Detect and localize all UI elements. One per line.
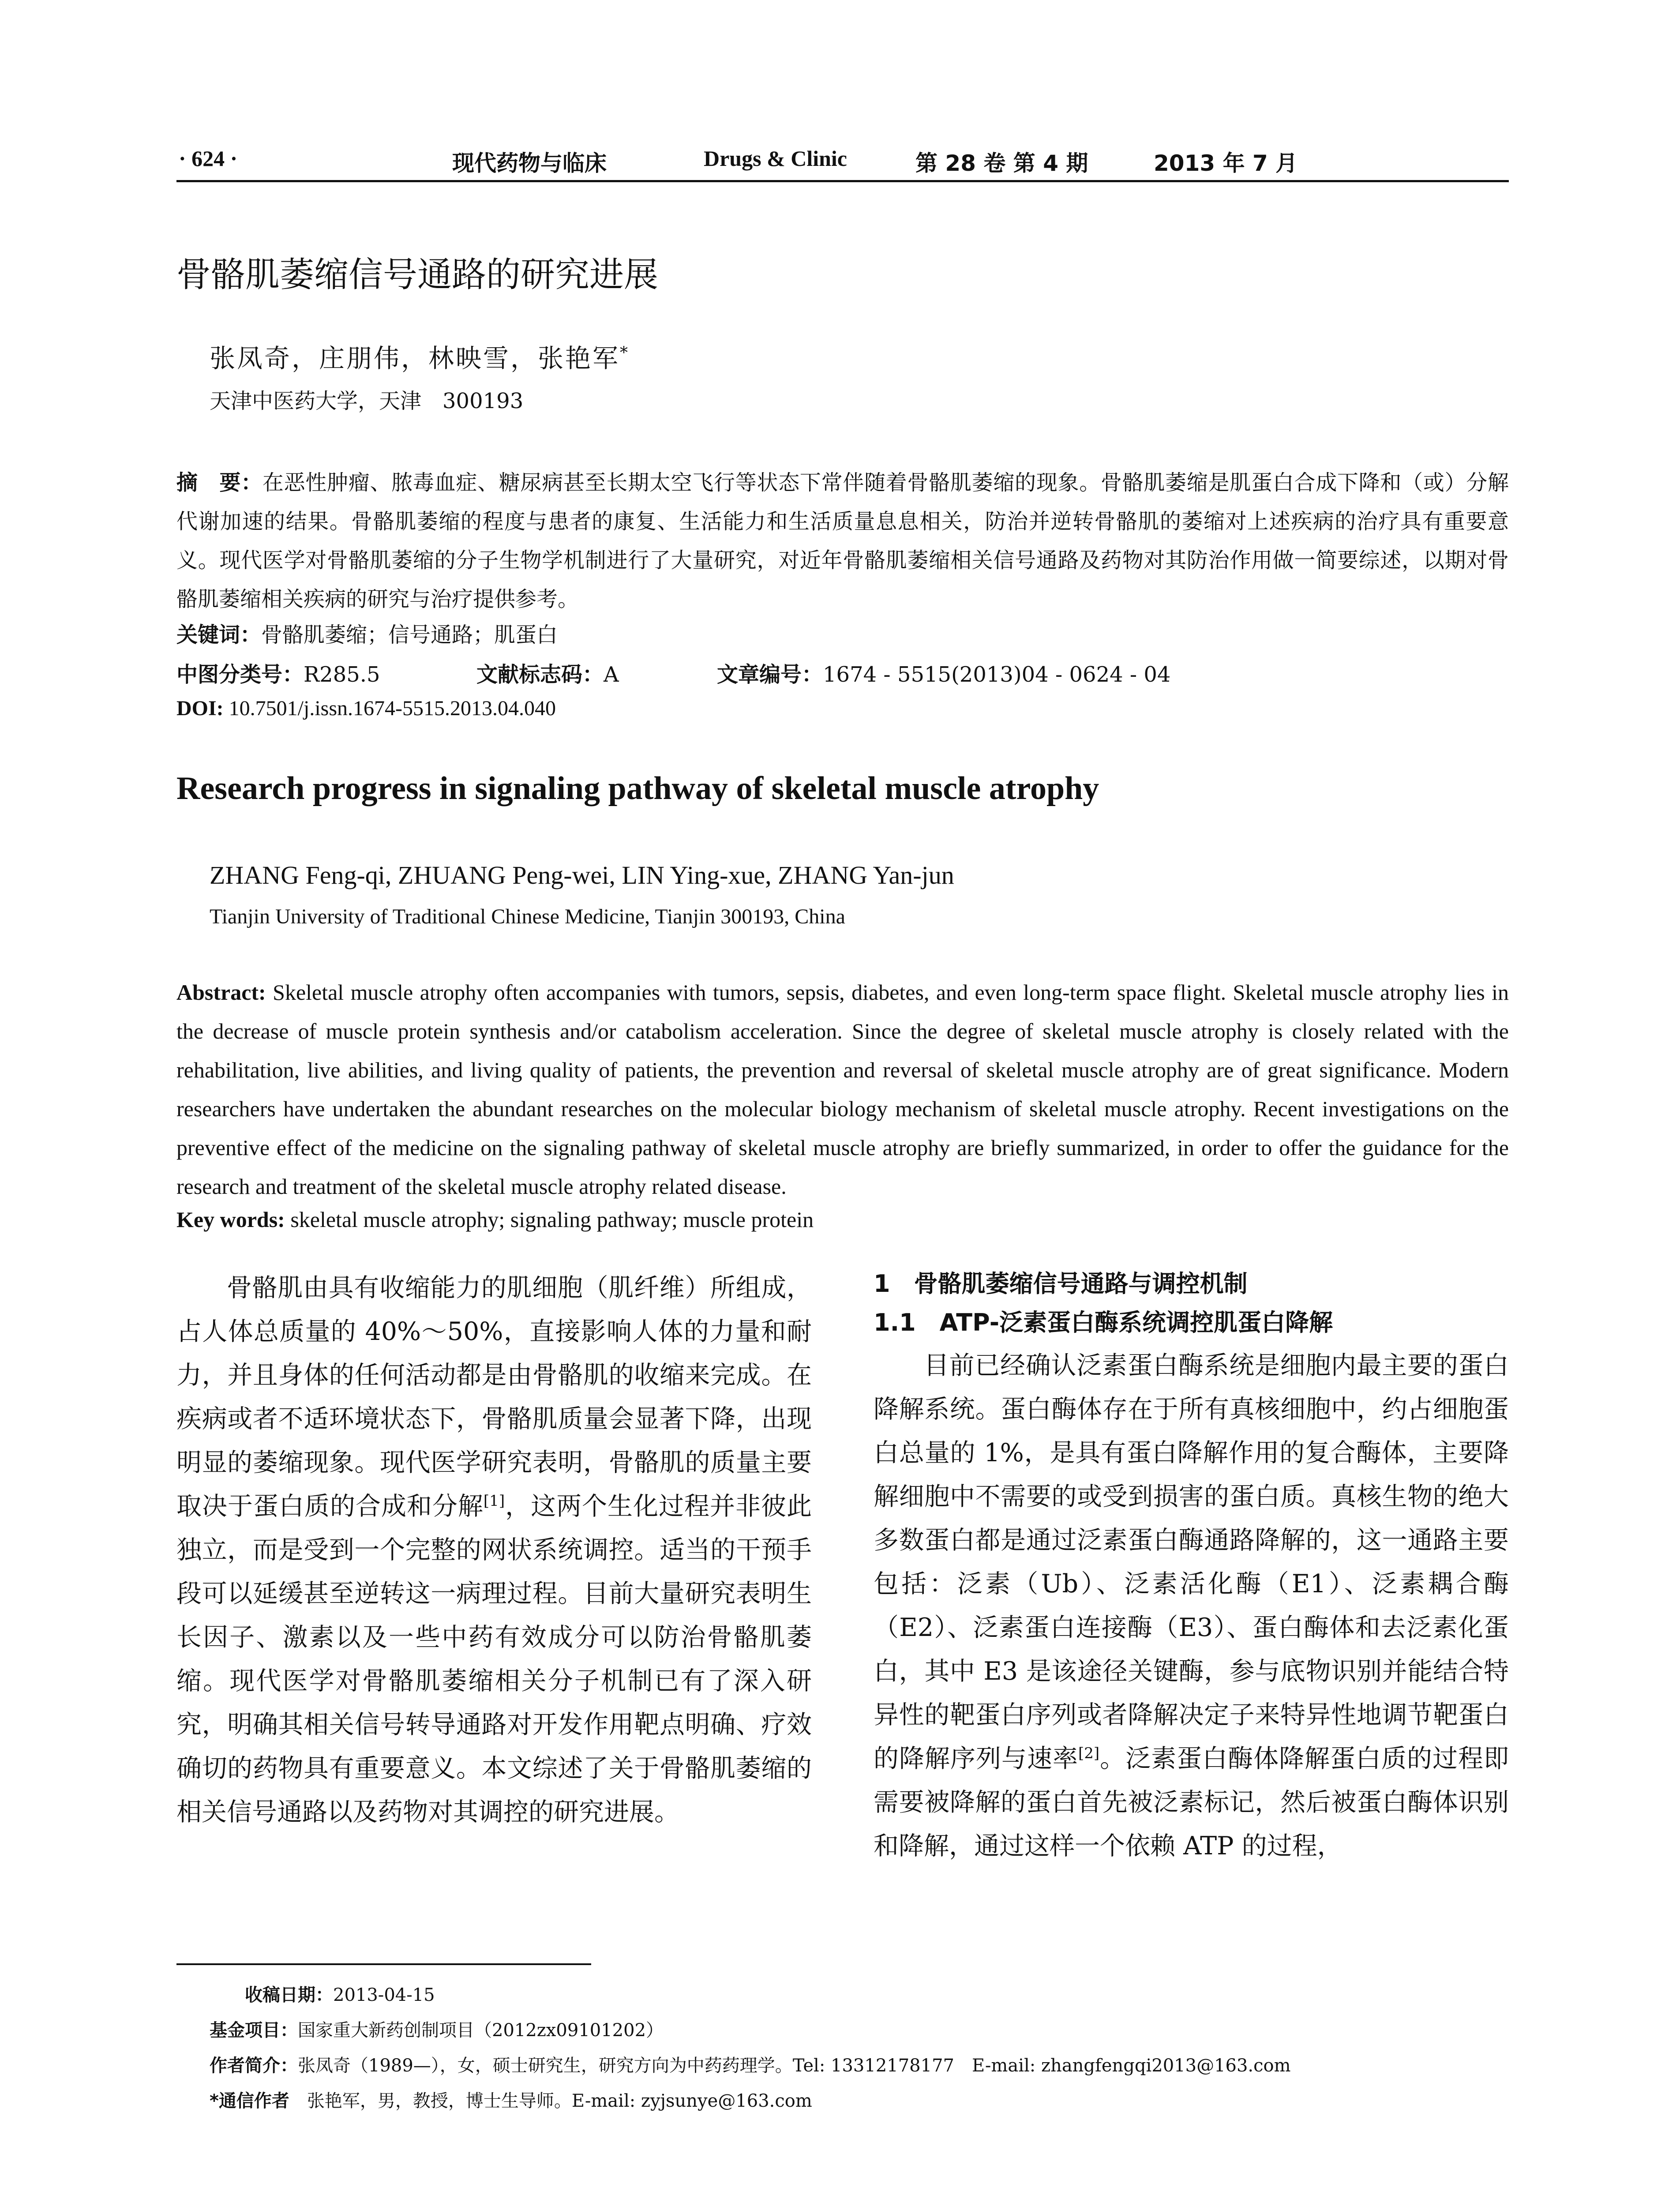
keywords-en-label: Key words: [176, 1207, 285, 1232]
clc-value: R285.5 [304, 662, 380, 687]
author-bio-value: 张凤奇（1989—），女，硕士研究生，研究方向为中药药理学。Tel: 13312178177 E-mail: zhangfengqi2013@163.com [298, 2056, 1291, 2076]
title-cn: 骨骼肌萎缩信号通路的研究进展 [176, 255, 659, 295]
author-bio-label: 作者简介： [210, 2056, 298, 2076]
intro-text-2: ，这两个生化过程并非彼此独立，而是受到一个完整的网状系统调控。适当的干预手段可以延缓甚至逆转这一病理过程。目前大量研究表明生长因子、激素以及一些中药有效成分可以防治骨骼肌萎缩。现代医学对骨骼肌萎缩相关分子机制已有了深入研究，明确其相关信号转导通路对开发作用靶点明确、疗效确切的药物具有重要意义。本文综述了关于骨骼肌萎缩的相关信号通路以及药物对其调控的研究进展。 [176, 1492, 812, 1827]
title-en: Research progress in signaling pathway of skeletal muscle atrophy [176, 770, 1099, 807]
abstract-cn-label: 摘 要： [176, 470, 262, 495]
footnote-corresponding [210, 2087, 812, 2112]
journal-name-cn: 现代药物与临床 [452, 150, 607, 176]
doi-row [176, 696, 556, 720]
section-1-1-paragraph [874, 1344, 1509, 1868]
footnote-divider [176, 1963, 591, 1965]
corresponding-mark: * [620, 344, 630, 362]
doi-value: 10.7501/j.issn.1674-5515.2013.04.040 [229, 697, 556, 720]
volume-issue: 第 28 卷 第 4 期 [915, 150, 1088, 176]
doc-code-label: 文献标志码： [476, 662, 604, 687]
fund-value: 国家重大新药创制项目（2012zx09101202） [298, 2020, 664, 2041]
article-number-label: 文章编号： [717, 662, 823, 687]
journal-name-en: Drugs & Clinic [704, 146, 847, 171]
classification-row [176, 657, 1171, 688]
section-1-1-text-1: 目前已经确认泛素蛋白酶系统是细胞内最主要的蛋白降解系统。蛋白酶体存在于所有真核细胞中，约占细胞蛋白总量的 1%，是具有蛋白降解作用的复合酶体，主要降解细胞中不需要的或受到损害的蛋白质。真核生物的绝大多数蛋白都是通过泛素蛋白酶通路降解的，这一通路主要包括：泛素（Ub）、泛素活化酶（E1）、泛素耦合酶（E2）、泛素蛋白连接酶（E3）、蛋白酶体和去泛素化蛋白，其中 E3 是该途径关键酶，参与底物识别并能结合特异性的靶蛋白序列或者降解决定子来特异性地调节靶蛋白的降解序列与速率 [874, 1351, 1509, 1773]
clc-label: 中图分类号： [176, 662, 304, 687]
authors-cn [210, 338, 630, 375]
abstract-en [176, 973, 1509, 1206]
abstract-en-label: Abstract: [176, 980, 266, 1005]
affiliation-en: Tianjin University of Traditional Chinese Medicine, Tianjin 300193, China [210, 905, 845, 928]
doi-label: DOI: [176, 697, 224, 720]
citation-2: [2] [1078, 1745, 1100, 1762]
doc-code-value: A [604, 662, 619, 687]
keywords-cn [176, 618, 558, 648]
footnote-author-bio [210, 2052, 1291, 2077]
footnote-received [245, 1981, 435, 2006]
intro-text-1: 骨骼肌由具有收缩能力的肌细胞（肌纤维）所组成，占人体总质量的 40%～50%，直接影响人体的力量和耐力，并且身体的任何活动都是由骨骼肌的收缩来完成。在疾病或者不适环境状态下，骨骼肌质量会显著下降，出现明显的萎缩现象。现代医学研究表明，骨骼肌的质量主要取决于蛋白质的合成和分解 [176, 1273, 812, 1521]
received-label: 收稿日期： [245, 1985, 333, 2005]
affiliation-cn: 天津中医药大学，天津 300193 [210, 389, 524, 413]
received-value: 2013-04-15 [333, 1985, 435, 2005]
abstract-cn-text: 在恶性肿瘤、脓毒血症、糖尿病甚至长期太空飞行等状态下常伴随着骨骼肌萎缩的现象。骨骼肌萎缩是肌蛋白合成下降和（或）分解代谢加速的结果。骨骼肌萎缩的程度与患者的康复、生活能力和生活质量息息相关，防治并逆转骨骼肌的萎缩对上述疾病的治疗具有重要意义。现代医学对骨骼肌萎缩的分子生物学机制进行了大量研究，对近年骨骼肌萎缩相关信号通路及药物对其防治作用做一简要综述，以期对骨骼肌萎缩相关疾病的研究与治疗提供参考。 [176, 470, 1509, 612]
body-column-left [176, 1266, 812, 1834]
authors-en: ZHANG Feng-qi, ZHUANG Peng-wei, LIN Ying-xue, ZHANG Yan-jun [210, 861, 954, 889]
issue-date: 2013 年 7 月 [1154, 150, 1298, 176]
section-1-1-text-2: 。泛素蛋白酶体降解蛋白质的过程即需要被降解的蛋白首先被泛素标记，然后被蛋白酶体识别和降解，通过这样一个依赖 ATP 的过程， [874, 1744, 1509, 1861]
corresponding-label: *通信作者 [210, 2091, 289, 2111]
running-header [176, 140, 1509, 182]
footnote-fund [210, 2016, 664, 2041]
section-1-1-heading: 1.1 ATP-泛素蛋白酶系统调控肌蛋白降解 [874, 1309, 1333, 1336]
page-number: · 624 · [179, 146, 238, 171]
keywords-en [176, 1207, 814, 1232]
intro-paragraph [176, 1266, 812, 1834]
keywords-en-text: skeletal muscle atrophy; signaling pathway; muscle protein [290, 1207, 814, 1232]
body-column-right [874, 1266, 1509, 1868]
citation-1: [1] [483, 1492, 505, 1510]
abstract-en-text: Skeletal muscle atrophy often accompanies with tumors, sepsis, diabetes, and even long-term space flight. Skeletal muscle atrophy lies in the decrease of muscle protein synthesis and/or catabolism acceleration. Since the degree of skeletal muscle atrophy is closely related with the rehabilitation, live abilities, and living quality of patients, the prevention and reversal of skeletal muscle atrophy are of great significance. Modern researchers have undertaken the abundant researches on the molecular biology mechanism of skeletal muscle atrophy. Recent investigations on the preventive effect of the medicine on the signaling pathway of skeletal muscle atrophy are briefly summarized, in order to offer the guidance for the research and treatment of the skeletal muscle atrophy related disease. [176, 980, 1509, 1199]
article-number-value: 1674 - 5515(2013)04 - 0624 - 04 [823, 662, 1171, 687]
keywords-cn-label: 关键词： [176, 623, 262, 647]
fund-label: 基金项目： [210, 2020, 298, 2041]
keywords-cn-text: 骨骼肌萎缩；信号通路；肌蛋白 [261, 623, 558, 647]
authors-cn-names: 张凤奇，庄朋伟，林映雪，张艳军 [210, 343, 620, 373]
abstract-cn [176, 463, 1509, 619]
section-1-heading: 1 骨骼肌萎缩信号通路与调控机制 [874, 1270, 1248, 1298]
corresponding-value: 张艳军，男，教授，博士生导师。E-mail: zyjsunye@163.com [307, 2091, 812, 2111]
